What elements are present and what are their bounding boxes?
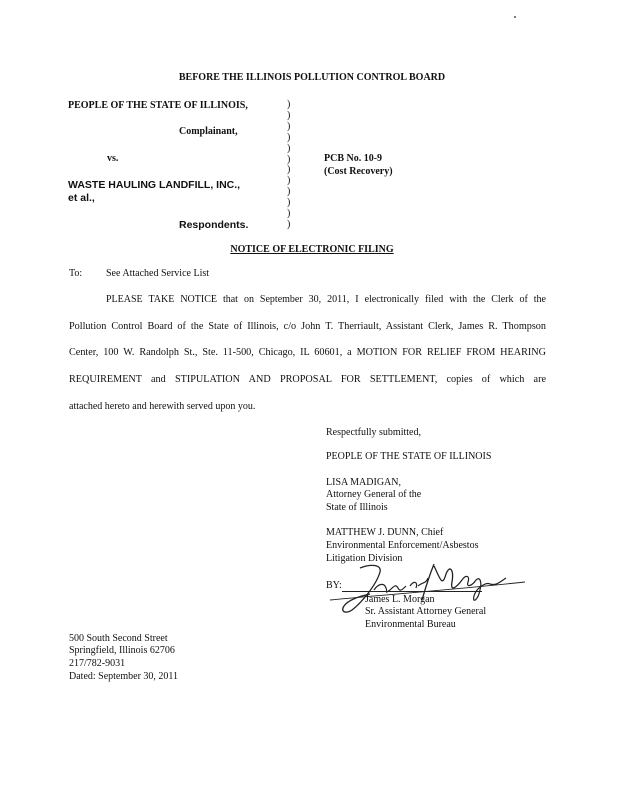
body-line: Pollution Control Board of the State of Illinois, c/o John T. Therriault, Assistant Clerk, James R. Thompson (69, 321, 546, 332)
paren: ) (287, 109, 291, 121)
body-line: attached hereto and herewith served upon you. (69, 401, 256, 412)
defendant-et-al: et al., (68, 192, 95, 204)
paren: ) (287, 164, 291, 176)
signer-name: James L. Morgan (365, 594, 435, 605)
paren: ) (287, 218, 291, 230)
paren: ) (287, 99, 291, 110)
paren: ) (287, 175, 291, 187)
chief-title: Environmental Enforcement/Asbestos (326, 540, 479, 551)
complainant-label: Complainant, (179, 126, 238, 137)
ag-name: LISA MADIGAN, (326, 477, 401, 488)
by-label: BY: (326, 580, 342, 591)
signer-title: Environmental Bureau (365, 619, 456, 630)
closing: Respectfully submitted, (326, 427, 421, 438)
caption-parentheses (287, 100, 290, 231)
case-number: PCB No. 10-9 (324, 153, 383, 164)
paren: ) (287, 120, 291, 132)
paren: ) (287, 153, 291, 165)
address-city: Springfield, Illinois 62706 (69, 645, 175, 656)
defendant-name: WASTE HAULING LANDFILL, INC., (68, 179, 241, 191)
paren: ) (287, 197, 291, 209)
to-recipients: See Attached Service List (106, 268, 210, 279)
paren: ) (287, 186, 291, 198)
notice-heading: NOTICE OF ELECTRONIC FILING (230, 244, 394, 255)
to-label: To: (69, 268, 83, 279)
paren: ) (287, 142, 291, 154)
versus-label: vs. (107, 153, 119, 164)
body-line: PLEASE TAKE NOTICE that on September 30, 2011, I electronically filed with the Clerk of the (106, 294, 546, 305)
case-type: (Cost Recovery) (324, 166, 393, 177)
page-title: BEFORE THE ILLINOIS POLLUTION CONTROL BOARD (178, 72, 446, 83)
paren: ) (287, 208, 291, 220)
ag-title: Attorney General of the (326, 489, 422, 500)
body-line: REQUIREMENT and STIPULATION AND PROPOSAL FOR SETTLEMENT, copies of which are (69, 374, 546, 385)
signer-title: Sr. Assistant Attorney General (365, 606, 487, 617)
scan-speck (514, 16, 516, 18)
plaintiff-name: PEOPLE OF THE STATE OF ILLINOIS, (68, 100, 248, 111)
party-name: PEOPLE OF THE STATE OF ILLINOIS (326, 451, 492, 462)
chief-name: MATTHEW J. DUNN, Chief (326, 527, 444, 538)
respondents-label: Respondents. (179, 219, 249, 231)
address-street: 500 South Second Street (69, 633, 168, 644)
ag-title: State of Illinois (326, 502, 388, 513)
address-phone: 217/782-9031 (69, 658, 126, 669)
paren: ) (287, 131, 291, 143)
chief-title: Litigation Division (326, 553, 403, 564)
body-line: Center, 100 W. Randolph St., Ste. 11-500, Chicago, IL 60601, a MOTION FOR RELIEF FROM HEARING (69, 347, 546, 358)
dated-line: Dated: September 30, 2011 (69, 671, 179, 682)
